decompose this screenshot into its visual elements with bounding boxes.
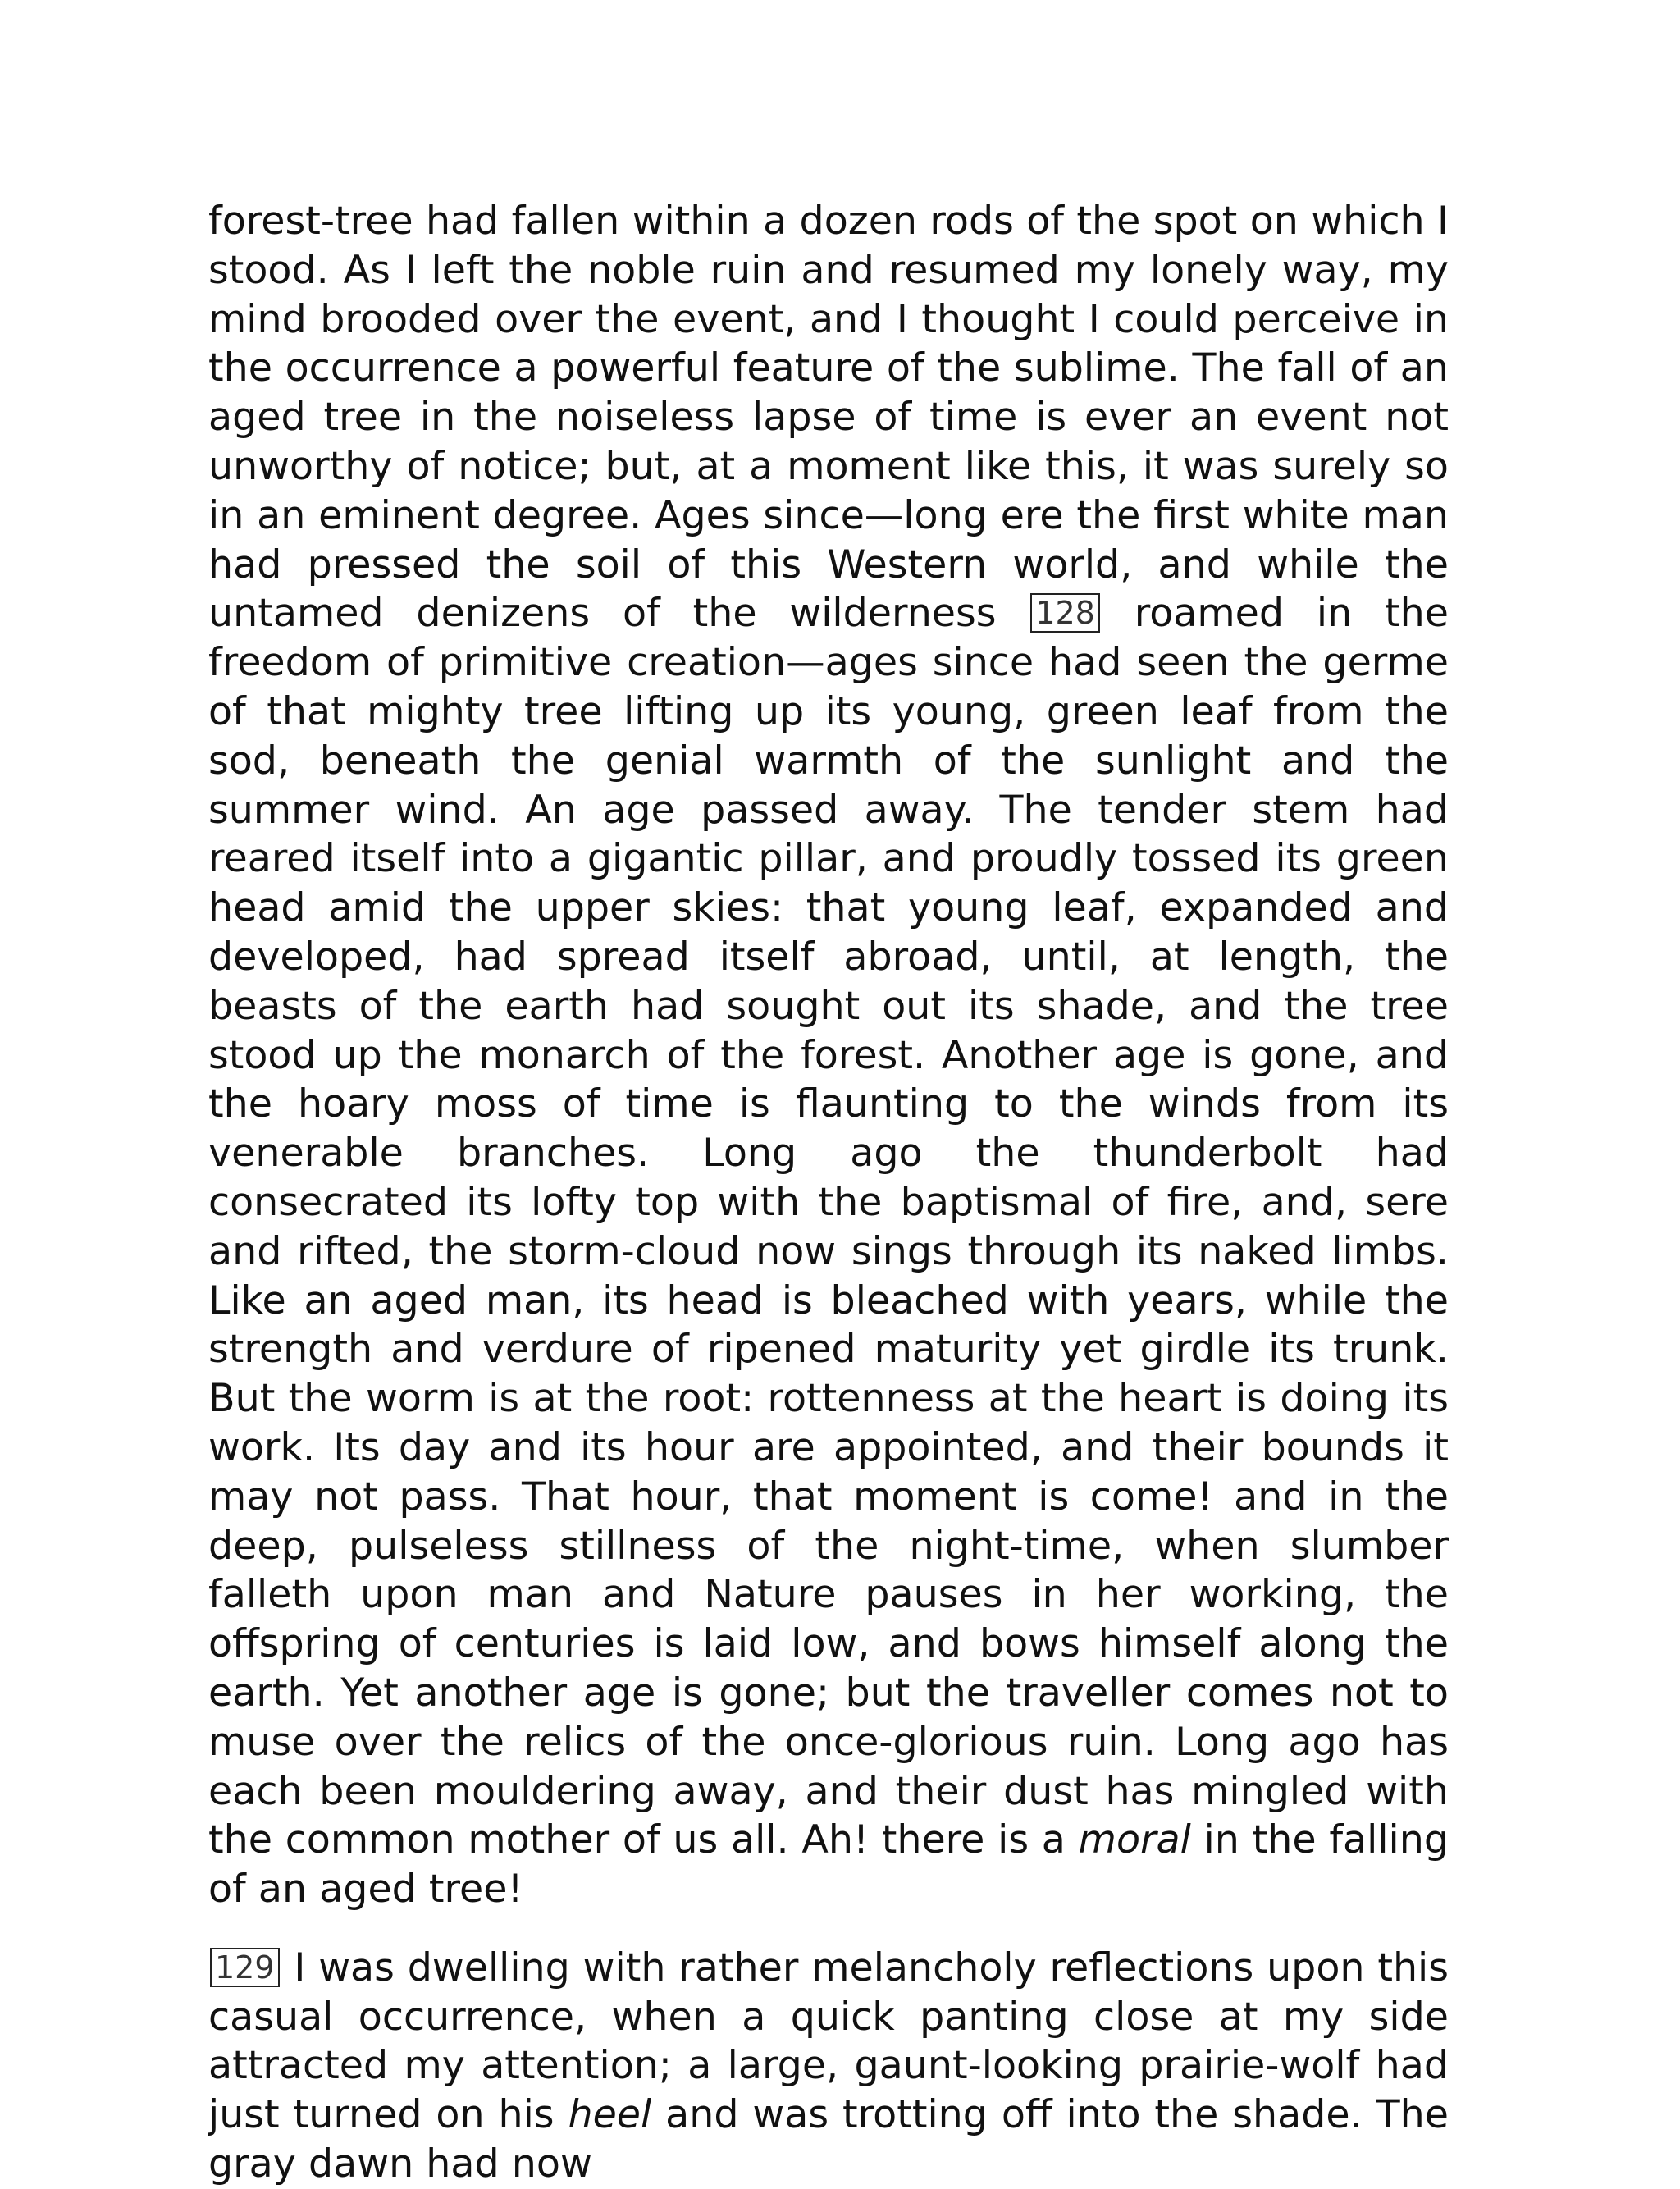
paragraph-text: roamed in the freedom of primitive creation—ages since had seen the germe of that mighty tree lifting up its young, green leaf from the sod, beneath the genial warmth of the sunlight and the summer wind. An age passed away. The tender stem had reared itself into a gigantic pillar, and proudly tossed its green head amid the upper skies: that young leaf, expanded and developed, had spread itself abroad, until, at length, the beasts of the earth had sought out its shade, and the tree stood up the monarch of the forest. Another age is gone, and the hoary moss of time is flaunting to the winds from its venerable branches. Long ago the thunderbolt had consecrated its lofty top with the baptismal of fire, and, sere and rifted, the storm-cloud now sings through its naked limbs. Like an aged man, its head is bleached with years, while the strength and verdure of ripened maturity yet girdle its trunk. But the worm is at the root: rottenness at the heart is doing its work. Its day and its hour are appointed, and their bounds it may not pass. That hour, that moment is come! and in the deep, pulseless stillness of the night-time, when slumber falleth upon man and Nature pauses in her working, the offspring of centuries is laid low, and bows himself along the earth. Yet another age is gone; but the traveller comes not to muse over the relics of the once-glorious ruin. Long ago has each been mouldering away, and their dust has mingled with the common mother of us all. Ah! there is a — [208, 591, 1449, 1863]
italic-text: moral — [1078, 1817, 1191, 1863]
paragraph-text: and was trotting off into the shade. The gray dawn had now — [208, 2092, 1449, 2187]
paragraph-2 — [208, 1944, 1449, 2189]
italic-text: heel — [568, 2092, 652, 2138]
page-number-marker[interactable]: 129 — [210, 1948, 280, 1987]
paragraph-text: I was dwelling with rather melancholy reflections upon this casual occurrence, when a quick panting close at my side attracted my attention; a large, gaunt-looking prairie-wolf had just turned on his — [208, 1945, 1449, 2138]
paragraph-text: in the falling of an aged tree! — [208, 1817, 1449, 1913]
paragraph-1 — [208, 197, 1449, 1914]
document-page — [208, 197, 1449, 2189]
page-number-marker[interactable]: 128 — [1030, 593, 1100, 633]
paragraph-text: forest-tree had fallen within a dozen rods of the spot on which I stood. As I left the noble ruin and resumed my lonely way, my mind brooded over the event, and I thought I could perceive in the occurrence a powerful feature of the sublime. The fall of an aged tree in the noiseless lapse of time is ever an event not unworthy of notice; but, at a moment like this, it was surely so in an eminent degree. Ages since—long ere the first white man had pressed the soil of this Western world, and while the untamed denizens of the wilderness — [208, 199, 1449, 637]
